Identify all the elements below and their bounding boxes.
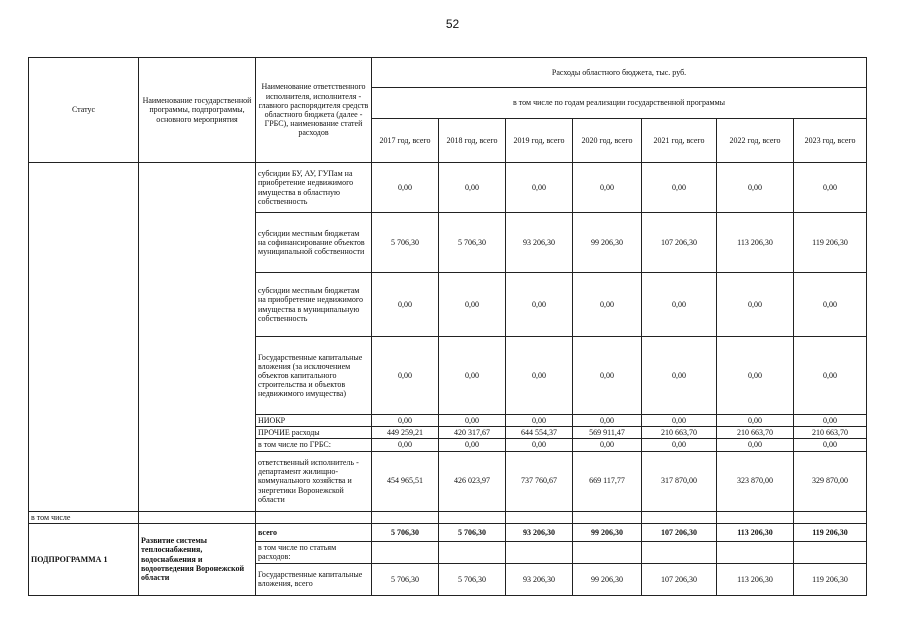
row-value: 0,00 — [642, 337, 717, 415]
row-value: 99 206,30 — [573, 523, 642, 541]
row-value: 669 117,77 — [573, 451, 642, 511]
row-value: 0,00 — [717, 273, 794, 337]
row-value: 0,00 — [372, 273, 439, 337]
empty-cell — [717, 511, 794, 523]
page-number: 52 — [445, 17, 460, 31]
empty-cell — [139, 511, 256, 523]
row-value: 0,00 — [642, 273, 717, 337]
header-expenses: Расходы областного бюджета, тыс. руб. — [372, 58, 867, 88]
row-label: НИОКР — [256, 415, 372, 427]
row-value: 5 706,30 — [372, 523, 439, 541]
header-program-name: Наименование государственной программы, подпрограммы, основного мероприятия — [139, 58, 256, 163]
row-value: 0,00 — [372, 439, 439, 451]
row-value: 113 206,30 — [717, 563, 794, 595]
row-value: 0,00 — [506, 337, 573, 415]
header-year: 2021 год, всего — [642, 119, 717, 163]
row-value: 5 706,30 — [372, 213, 439, 273]
row-value: 93 206,30 — [506, 563, 573, 595]
row-value: 113 206,30 — [717, 523, 794, 541]
row-value — [506, 541, 573, 563]
row-value: 0,00 — [506, 415, 573, 427]
in-total-label: в том числе — [29, 511, 139, 523]
row-value: 0,00 — [642, 439, 717, 451]
empty-cell — [573, 511, 642, 523]
empty-cell — [256, 511, 372, 523]
row-value: 107 206,30 — [642, 213, 717, 273]
row-value: 0,00 — [573, 163, 642, 213]
header-status: Статус — [29, 58, 139, 163]
row-label: Государственные капитальные вложения (за исключением объектов капитального строительства и объектов недвижимого имущества) — [256, 337, 372, 415]
row-value: 0,00 — [794, 273, 867, 337]
row-value: 0,00 — [573, 415, 642, 427]
row-value: 210 663,70 — [717, 427, 794, 439]
row-value: 0,00 — [439, 439, 506, 451]
row-label: Государственные капитальные вложения, всего — [256, 563, 372, 595]
row-label: всего — [256, 523, 372, 541]
row-value: 420 317,67 — [439, 427, 506, 439]
subprogram-status: ПОДПРОГРАММА 1 — [29, 523, 139, 595]
header-by-years: в том числе по годам реализации государственной программы — [372, 88, 867, 119]
row-value: 0,00 — [439, 337, 506, 415]
row-value: 0,00 — [794, 415, 867, 427]
row-label: ответственный исполнитель - департамент жилищно-коммунального хозяйства и энергетики Воронежской области — [256, 451, 372, 511]
empty-cell — [439, 511, 506, 523]
row-value: 113 206,30 — [717, 213, 794, 273]
row-value: 569 911,47 — [573, 427, 642, 439]
row-value: 99 206,30 — [573, 213, 642, 273]
row-value: 0,00 — [794, 337, 867, 415]
row-value: 0,00 — [439, 273, 506, 337]
budget-table — [28, 57, 867, 596]
row-value — [717, 541, 794, 563]
row-value: 0,00 — [372, 337, 439, 415]
row-value: 0,00 — [717, 439, 794, 451]
row-value: 210 663,70 — [794, 427, 867, 439]
row-value: 0,00 — [794, 439, 867, 451]
row-value: 329 870,00 — [794, 451, 867, 511]
row-value: 0,00 — [506, 439, 573, 451]
program-name-cell — [139, 163, 256, 512]
row-value: 0,00 — [573, 337, 642, 415]
header-year: 2018 год, всего — [439, 119, 506, 163]
row-value: 0,00 — [439, 163, 506, 213]
row-value: 644 554,37 — [506, 427, 573, 439]
row-label: ПРОЧИЕ расходы — [256, 427, 372, 439]
table-row — [29, 163, 867, 213]
row-value: 0,00 — [506, 273, 573, 337]
row-value: 0,00 — [506, 163, 573, 213]
row-value: 5 706,30 — [439, 563, 506, 595]
row-value: 454 965,51 — [372, 451, 439, 511]
row-value: 93 206,30 — [506, 213, 573, 273]
row-value: 737 760,67 — [506, 451, 573, 511]
row-label: в том числе по ГРБС: — [256, 439, 372, 451]
subprogram-row — [29, 523, 867, 541]
row-label: субсидии местным бюджетам на софинансирование объектов муниципальной собственности — [256, 213, 372, 273]
row-value: 119 206,30 — [794, 213, 867, 273]
empty-cell — [642, 511, 717, 523]
row-label: субсидии местным бюджетам на приобретение недвижимого имущества в муниципальную собственность — [256, 273, 372, 337]
row-value: 317 870,00 — [642, 451, 717, 511]
row-value: 0,00 — [573, 273, 642, 337]
header-year: 2019 год, всего — [506, 119, 573, 163]
row-value: 107 206,30 — [642, 523, 717, 541]
row-value: 449 259,21 — [372, 427, 439, 439]
row-value: 0,00 — [642, 415, 717, 427]
row-value — [642, 541, 717, 563]
header-executor: Наименование ответственного исполнителя, исполнителя - главного распорядителя средств областного бюджета (далее - ГРБС), наименование статей расходов — [256, 58, 372, 163]
row-value: 99 206,30 — [573, 563, 642, 595]
row-label: субсидии БУ, АУ, ГУПам на приобретение недвижимого имущества в областную собственность — [256, 163, 372, 213]
row-value: 0,00 — [794, 163, 867, 213]
row-value — [372, 541, 439, 563]
row-value: 0,00 — [717, 415, 794, 427]
row-value: 0,00 — [372, 415, 439, 427]
header-year: 2022 год, всего — [717, 119, 794, 163]
row-value: 323 870,00 — [717, 451, 794, 511]
row-value — [794, 541, 867, 563]
empty-cell — [794, 511, 867, 523]
header-year: 2017 год, всего — [372, 119, 439, 163]
row-value: 0,00 — [439, 415, 506, 427]
row-value: 5 706,30 — [372, 563, 439, 595]
row-value: 0,00 — [372, 163, 439, 213]
row-value: 0,00 — [642, 163, 717, 213]
row-value — [439, 541, 506, 563]
row-value: 5 706,30 — [439, 523, 506, 541]
empty-cell — [372, 511, 439, 523]
in-total-row — [29, 511, 867, 523]
row-value: 0,00 — [717, 163, 794, 213]
header-year: 2020 год, всего — [573, 119, 642, 163]
row-value: 0,00 — [573, 439, 642, 451]
row-value: 426 023,97 — [439, 451, 506, 511]
header-year: 2023 год, всего — [794, 119, 867, 163]
row-label: в том числе по статьям расходов: — [256, 541, 372, 563]
row-value: 5 706,30 — [439, 213, 506, 273]
subprogram-name: Развитие системы теплоснабжения, водоснабжения и водоотведения Воронежской области — [139, 523, 256, 595]
row-value: 119 206,30 — [794, 563, 867, 595]
row-value — [573, 541, 642, 563]
row-value: 0,00 — [717, 337, 794, 415]
header-row-1 — [29, 58, 867, 88]
row-value: 119 206,30 — [794, 523, 867, 541]
status-cell — [29, 163, 139, 512]
row-value: 107 206,30 — [642, 563, 717, 595]
row-value: 210 663,70 — [642, 427, 717, 439]
row-value: 93 206,30 — [506, 523, 573, 541]
empty-cell — [506, 511, 573, 523]
